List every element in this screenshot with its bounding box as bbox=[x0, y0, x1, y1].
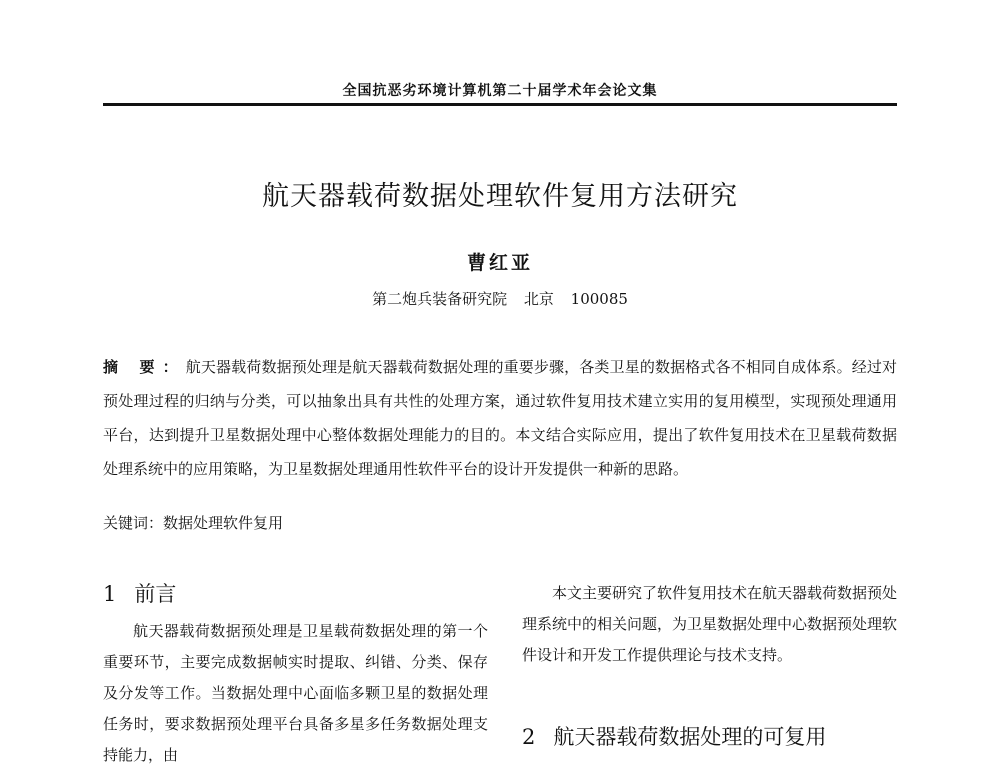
section-2-number: 2 bbox=[522, 725, 536, 749]
paper-title: 航天器载荷数据处理软件复用方法研究 bbox=[262, 181, 738, 212]
keywords-label: 关键词： bbox=[103, 514, 164, 532]
affiliation-city: 北京 bbox=[523, 290, 554, 308]
section-2-title: 航天器载荷数据处理的可复用 bbox=[553, 725, 827, 749]
author-name: 曹红亚 bbox=[466, 252, 533, 274]
section-1-title: 前言 bbox=[134, 582, 177, 606]
keywords bbox=[103, 511, 897, 535]
section-1-paragraph: 航天器载荷数据预处理是卫星载荷数据处理的第一个重要环节，主要完成数据帧实时提取、纠错、分类、保存及分发等工作。当数据处理中心面临多颗卫星的数据处理任务时，要求数据预处理平台具备多星多任务数据处理支持能力，由 bbox=[103, 622, 488, 764]
abstract-label: 摘 要： bbox=[103, 358, 186, 376]
abstract bbox=[103, 350, 897, 486]
section-2-heading bbox=[522, 721, 897, 753]
section-1-heading bbox=[103, 578, 488, 610]
section-1-number: 1 bbox=[103, 582, 117, 606]
keywords-text: 数据处理软件复用 bbox=[163, 514, 284, 532]
right-column bbox=[522, 578, 897, 753]
affiliation-institute: 第二炮兵装备研究院 bbox=[372, 290, 508, 308]
running-header: 全国抗恶劣环境计算机第二十届学术年会论文集 bbox=[342, 83, 658, 99]
section-1-paragraph-2: 本文主要研究了软件复用技术在航天器载荷数据预处理系统中的相关问题，为卫星数据处理中心数据预处理软件设计和开发工作提供理论与技术支持。 bbox=[522, 584, 898, 664]
affiliation bbox=[0, 288, 1000, 309]
abstract-text: 航天器载荷数据预处理是航天器载荷数据处理的重要步骤，各类卫星的数据格式各不相同自成体系。经过对预处理过程的归纳与分类，可以抽象出具有共性的处理方案，通过软件复用技术建立实用的复用模型，实现预处理通用平台，达到提升卫星数据处理中心整体数据处理能力的目的。本文结合实际应用，提出了软件复用技术在卫星载荷数据处理系统中的应用策略，为卫星数据处理通用性软件平台的设计开发提供一种新的思路。 bbox=[103, 358, 897, 478]
header-rule bbox=[103, 103, 897, 106]
affiliation-postcode: 100085 bbox=[570, 290, 628, 308]
left-column bbox=[103, 578, 488, 771]
